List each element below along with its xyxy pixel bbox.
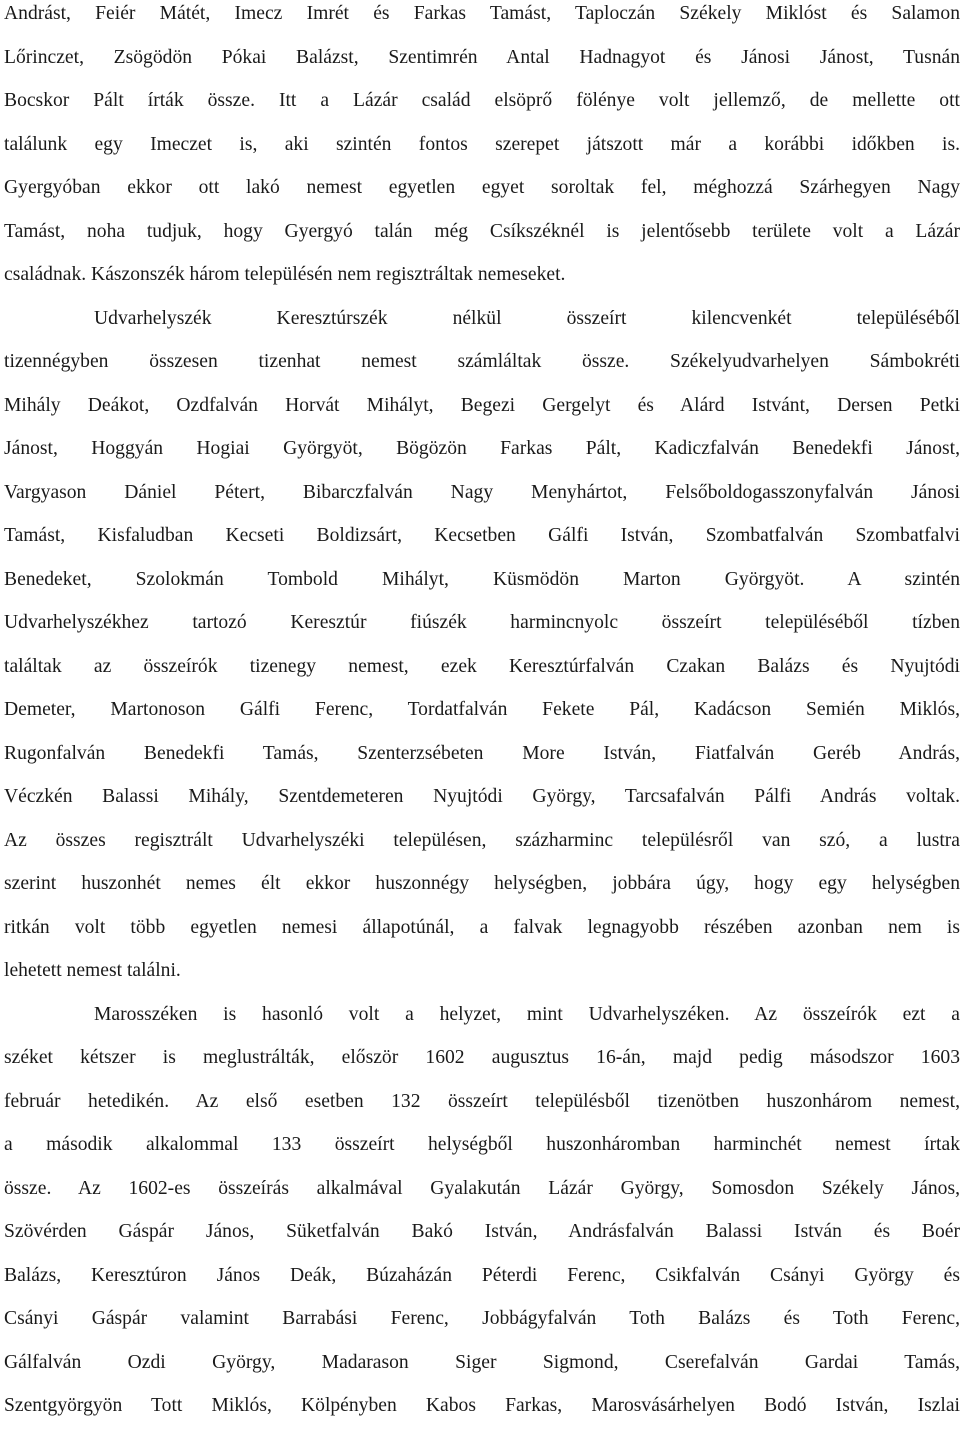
text-line: Csányi Gáspár valamint Barrabási Ferenc, Jobbágyfalván Toth Balázs és Toth Ferenc, — [4, 1308, 960, 1329]
text-line: ritkán volt több egyetlen nemesi állapotúnál, a falvak legnagyobb részében azonban nem is — [4, 916, 960, 938]
text-line: találtak az összeírók tizenegy nemest, ezek Keresztúrfalván Czakan Balázs és Nyujtódi — [4, 655, 960, 677]
text-line: Tamást, noha tudjuk, hogy Gyergyó talán még Csíkszéknél is jelentősebb területe volt a Lázár — [4, 220, 960, 242]
text-line: tizennégyben összesen tizenhat nemest számláltak össze. Székelyudvarhelyen Sámbokréti — [4, 351, 960, 372]
text-line: a második alkalommal 133 összeírt helységből huszonháromban harminchét nemest írtak — [4, 1134, 960, 1155]
text-line: Rugonfalván Benedekfi Tamás, Szenterzsébeten More István, Fiatfalván Geréb András, — [4, 742, 960, 764]
text-line: Mihály Deákot, Ozdfalván Horvát Mihályt, Begezi Gergelyt és Alárd Istvánt, Dersen Petki — [4, 394, 960, 416]
text-line: Bocskor Pált írták össze. Itt a Lázár család elsöprő fölénye volt jellemző, de mellette ott — [4, 90, 960, 111]
text-line: lehetett nemest találni. — [4, 960, 181, 981]
paragraph-1 — [4, 0, 960, 297]
paragraph-3 — [4, 993, 960, 1428]
text-line: Szentgyörgyön Tott Miklós, Kölpényben Kabos Farkas, Marosvásárhelyen Bodó István, Iszlai — [4, 1395, 960, 1416]
text-line: szerint huszonhét nemes élt ekkor huszonnégy helységben, jobbára úgy, hogy egy helységben — [4, 873, 960, 894]
text-line: Tamást, Kisfaludban Kecseti Boldizsárt, Kecsetben Gálfi István, Szombatfalván Szombatfalvi — [4, 525, 960, 546]
paragraph-2 — [4, 297, 960, 993]
text-line: Szövérden Gáspár János, Süketfalván Bakó István, Andrásfalván Balassi István és Boér — [4, 1221, 960, 1242]
text-line: családnak. Kászonszék három településén nem regisztráltak nemeseket. — [4, 264, 566, 285]
text-line: Udvarhelyszékhez tartozó Keresztúr fiúszék harmincnyolc összeírt településéből tízben — [4, 612, 960, 633]
text-line: Demeter, Martonoson Gálfi Ferenc, Tordatfalván Fekete Pál, Kadácson Semién Miklós, — [4, 699, 960, 720]
text-line: Véczkén Balassi Mihály, Szentdemeteren Nyujtódi György, Tarcsafalván Pálfi András voltak. — [4, 786, 960, 807]
text-line: Gálfalván Ozdi György, Madarason Siger Sigmond, Cserefalván Gardai Tamás, — [4, 1351, 960, 1373]
text-line: Udvarhelyszék Keresztúrszék nélkül összeírt kilencvenkét településéből — [94, 307, 960, 329]
text-line: Balázs, Keresztúron János Deák, Búzaházán Péterdi Ferenc, Csikfalván Csányi György és — [4, 1264, 960, 1286]
text-line: Jánost, Hoggyán Hogiai Györgyöt, Bögözön Farkas Pált, Kadiczfalván Benedekfi Jánost, — [4, 438, 960, 459]
text-line: Vargyason Dániel Pétert, Bibarczfalván Nagy Menyhártot, Felsőboldogasszonyfalván Jánosi — [4, 481, 960, 503]
text-line: össze. Az 1602-es összeírás alkalmával Gyalakután Lázár György, Somosdon Székely János, — [4, 1177, 960, 1199]
text-line: Benedeket, Szolokmán Tombold Mihályt, Küsmödön Marton Györgyöt. A szintén — [4, 568, 960, 590]
text-line: találunk egy Imeczet is, aki szintén fontos szerepet játszott már a korábbi időkben is. — [4, 133, 960, 155]
text-line: Andrást, Feiér Mátét, Imecz Imrét és Farkas Tamást, Taploczán Székely Miklóst és Salamon — [4, 3, 960, 24]
text-line: február hetedikén. Az első esetben 132 összeírt településből tizenötben huszonhárom nemest, — [4, 1090, 960, 1112]
text-line: Lőrinczet, Zsögödön Pókai Balázst, Szentimrén Antal Hadnagyot és Jánosi Jánost, Tusnán — [4, 46, 960, 68]
text-line: Gyergyóban ekkor ott lakó nemest egyetlen egyet soroltak fel, méghozzá Szárhegyen Nagy — [4, 177, 960, 198]
text-line: széket kétszer is meglustrálták, először 1602 augusztus 16-án, majd pedig másodszor 1603 — [4, 1047, 960, 1068]
text-line: Marosszéken is hasonló volt a helyzet, mint Udvarhelyszéken. Az összeírók ezt a — [94, 1003, 960, 1025]
text-line: Az összes regisztrált Udvarhelyszéki településen, százharminc településről van szó, a lustra — [4, 829, 960, 851]
